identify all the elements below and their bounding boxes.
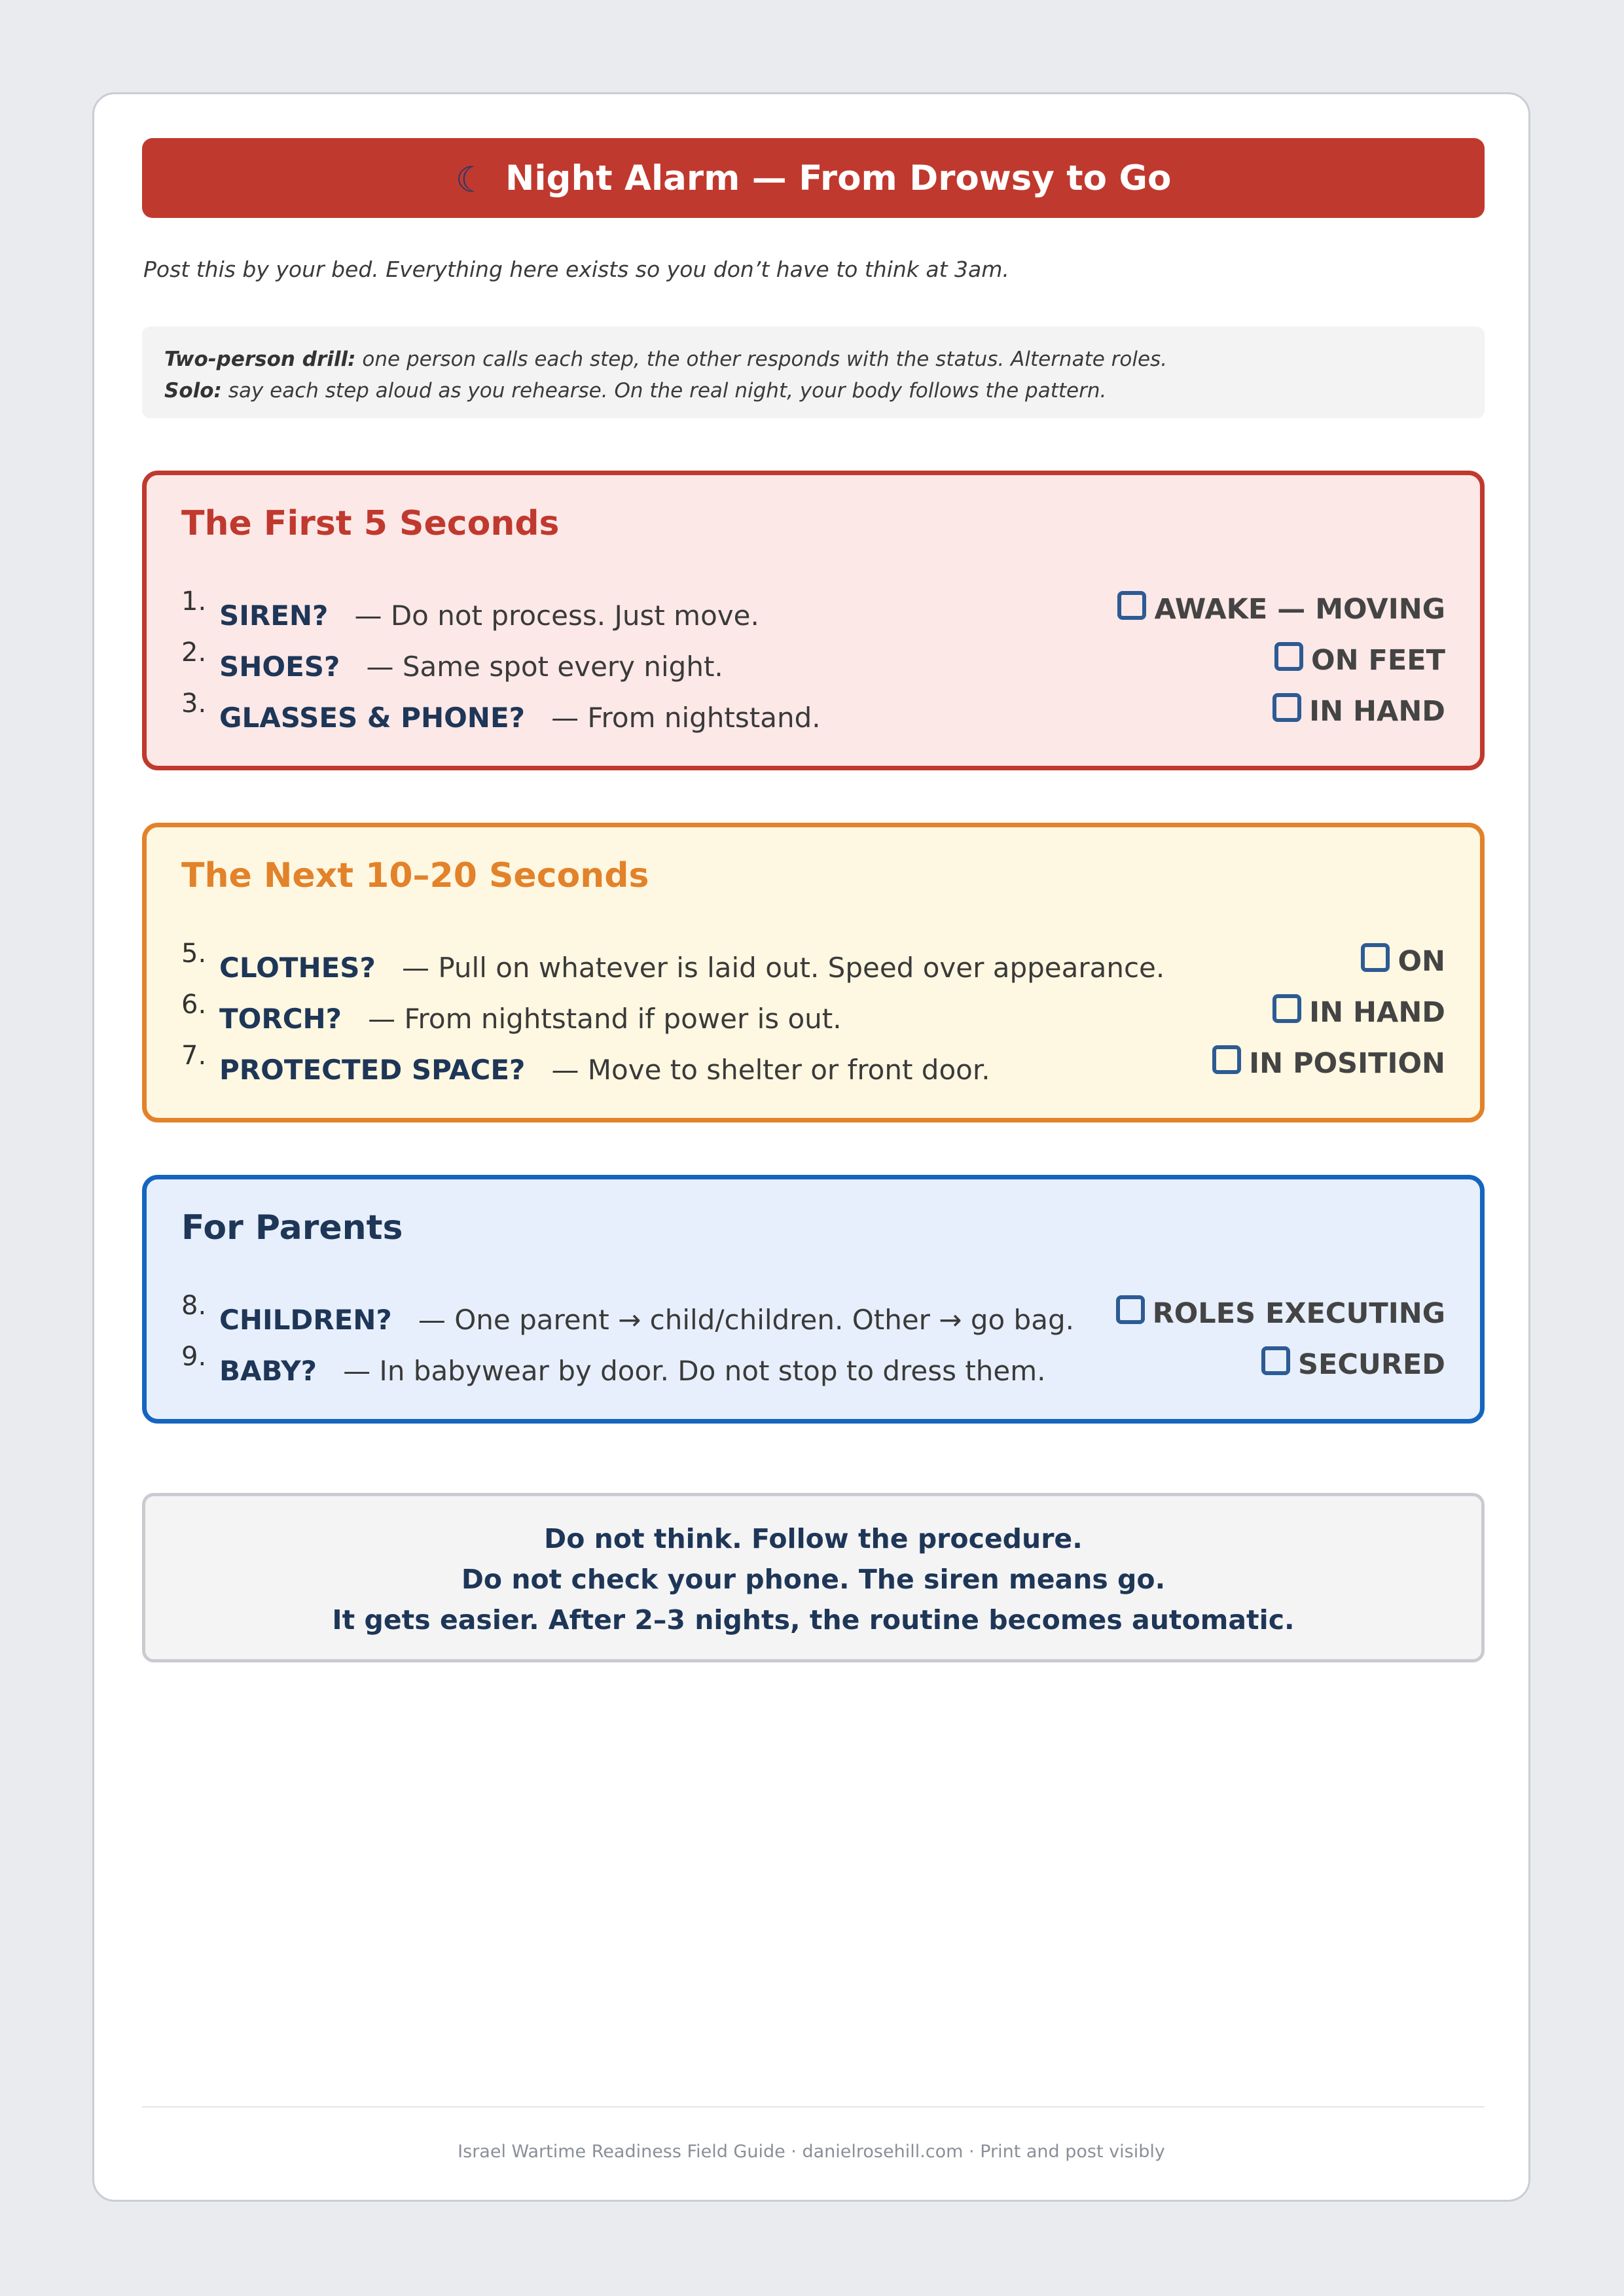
step-label: TORCH? — [219, 1003, 342, 1035]
status-label: IN POSITION — [1249, 1047, 1445, 1080]
status-label: IN HAND — [1309, 695, 1445, 728]
status-label: IN HAND — [1309, 996, 1445, 1029]
step-row — [181, 1342, 1445, 1393]
status-checkbox-item[interactable] — [1261, 1348, 1445, 1381]
drill-instructions — [142, 327, 1485, 418]
step-description: — In babywear by door. Do not stop to dress them. — [343, 1355, 1046, 1387]
step-description: — From nightstand. — [551, 702, 821, 734]
section-title: For Parents — [181, 1208, 403, 1247]
two-person-drill-label: Two-person drill: — [164, 348, 356, 371]
step-number: 1. — [181, 586, 207, 617]
step-description: — Do not process. Just move. — [354, 600, 759, 632]
section-for-parents — [142, 1175, 1485, 1424]
status-checkbox-item[interactable] — [1272, 695, 1445, 728]
two-person-drill-line — [164, 344, 1462, 375]
closing-reminder — [142, 1493, 1485, 1662]
step-description: — From nightstand if power is out. — [368, 1003, 842, 1035]
two-person-drill-text: one person calls each step, the other responds with the status. Alternate roles. — [355, 348, 1168, 371]
checkbox-icon[interactable] — [1272, 693, 1301, 722]
step-number: 8. — [181, 1291, 207, 1321]
step-row — [181, 689, 1445, 740]
step-number: 6. — [181, 990, 207, 1020]
status-checkbox-item[interactable] — [1116, 1297, 1445, 1330]
status-label: ON FEET — [1311, 644, 1445, 677]
step-row — [181, 1041, 1445, 1092]
checkbox-icon[interactable] — [1274, 642, 1303, 671]
section-title: The Next 10–20 Seconds — [181, 856, 649, 895]
status-checkbox-item[interactable] — [1117, 593, 1445, 626]
solo-drill-label: Solo: — [164, 379, 222, 403]
footer-divider — [142, 2106, 1485, 2108]
step-number: 7. — [181, 1041, 207, 1071]
closing-line: Do not check your phone. The siren means go. — [461, 1564, 1166, 1595]
step-label: CLOTHES? — [219, 952, 376, 984]
intro-text: Post this by your bed. Everything here exists so you don’t have to think at 3am. — [143, 257, 1009, 282]
step-description: — One parent → child/children. Other → go bag. — [418, 1304, 1074, 1336]
title-banner — [142, 138, 1485, 218]
status-checkbox-item[interactable] — [1272, 996, 1445, 1029]
section-first-5-seconds — [142, 471, 1485, 770]
section-next-10-20-seconds — [142, 823, 1485, 1122]
step-label: SIREN? — [219, 600, 329, 632]
step-number: 5. — [181, 939, 207, 969]
step-row — [181, 637, 1445, 689]
solo-drill-text: say each step aloud as you rehearse. On the real night, your body follows the pattern. — [221, 379, 1107, 403]
step-description: — Same spot every night. — [366, 651, 723, 683]
closing-line: Do not think. Follow the procedure. — [544, 1523, 1083, 1554]
status-checkbox-item[interactable] — [1212, 1047, 1445, 1080]
checkbox-icon[interactable] — [1116, 1295, 1145, 1324]
checkbox-icon[interactable] — [1212, 1045, 1241, 1074]
status-checkbox-item[interactable] — [1361, 945, 1445, 978]
moon-icon: ☾ — [455, 158, 487, 200]
status-label: SECURED — [1298, 1348, 1445, 1381]
step-row — [181, 586, 1445, 637]
step-label: PROTECTED SPACE? — [219, 1054, 526, 1086]
step-label: GLASSES & PHONE? — [219, 702, 526, 734]
checkbox-icon[interactable] — [1272, 994, 1301, 1023]
step-row — [181, 1291, 1445, 1342]
step-number: 9. — [181, 1342, 207, 1372]
step-number: 3. — [181, 689, 207, 719]
step-description: — Pull on whatever is laid out. Speed over appearance. — [401, 952, 1165, 984]
closing-line: It gets easier. After 2–3 nights, the routine becomes automatic. — [332, 1604, 1295, 1636]
status-checkbox-item[interactable] — [1274, 644, 1445, 677]
page-title: Night Alarm — From Drowsy to Go — [505, 158, 1172, 198]
step-row — [181, 990, 1445, 1041]
footer-text: Israel Wartime Readiness Field Guide · danielrosehill.com · Print and post visibly — [458, 2142, 1165, 2162]
step-row — [181, 939, 1445, 990]
step-label: SHOES? — [219, 651, 340, 683]
section-title: The First 5 Seconds — [181, 504, 560, 543]
page-card — [92, 92, 1530, 2202]
checkbox-icon[interactable] — [1361, 943, 1390, 972]
status-label: AWAKE — MOVING — [1154, 593, 1445, 626]
step-number: 2. — [181, 637, 207, 668]
checkbox-icon[interactable] — [1117, 591, 1146, 620]
step-label: CHILDREN? — [219, 1304, 392, 1336]
step-description: — Move to shelter or front door. — [551, 1054, 990, 1086]
step-label: BABY? — [219, 1355, 317, 1387]
status-label: ON — [1398, 945, 1445, 978]
checkbox-icon[interactable] — [1261, 1346, 1290, 1375]
status-label: ROLES EXECUTING — [1152, 1297, 1445, 1330]
solo-drill-line — [164, 375, 1462, 406]
